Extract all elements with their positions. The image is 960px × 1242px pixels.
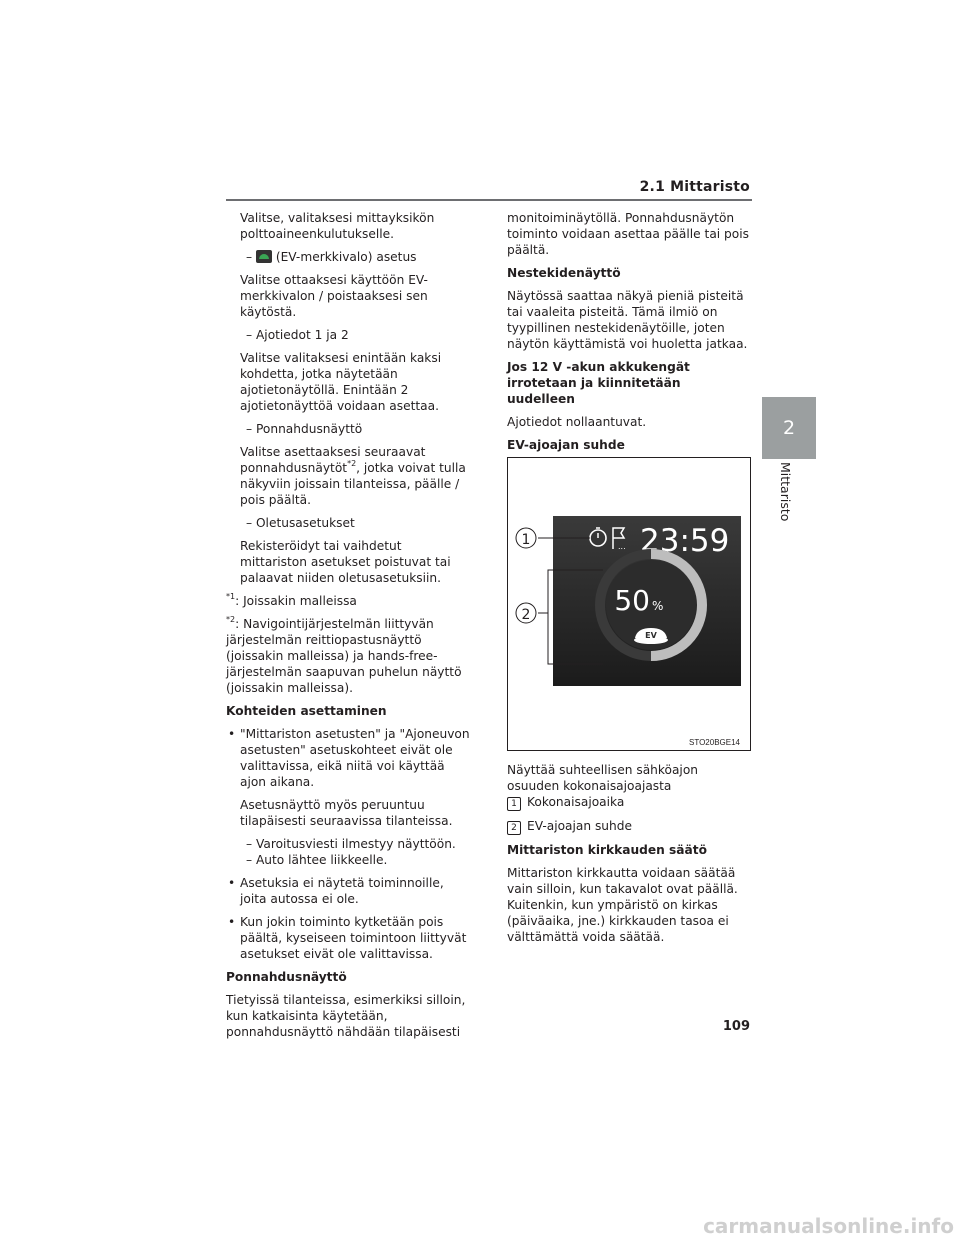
list-item: – Ponnahdusnäyttö [246, 422, 363, 436]
right-column [507, 210, 752, 460]
section-title: 2.1 Mittaristo [639, 179, 750, 195]
list-item: – Varoitusviesti ilmestyy näyttöön. [246, 837, 456, 851]
total-time-value: 23:59 [640, 523, 730, 559]
footnote: $^{*2}$: Navigointijärjestelmän liittyvän järjestelmän reittiopastusnäyttö (joissakin malleissa) ja hands-free-järjestelmän saapuvan puhelun näyttö (joissakin malleissa). [226, 615, 462, 695]
paragraph: Rekisteröidyt tai vaihdetut mittariston asetukset poistuvat tai palaavat niiden oletusasetuksiin. [240, 539, 451, 585]
right-column-lower [507, 762, 752, 952]
figure-code: STO20BGE14 [689, 738, 740, 747]
svg-text:1: 1 [521, 532, 531, 548]
heading: Mittariston kirkkauden säätö [507, 843, 707, 857]
heading: Jos 12 V -akun akkukengät irrotetaan ja kiinnitetään uudelleen [507, 360, 690, 406]
heading: Ponnahdusnäyttö [226, 970, 347, 984]
meter-illustration [508, 458, 750, 750]
bullet-item: • "Mittariston asetusten" ja "Ajoneuvon asetusten" asetuskohteet eivät ole valittavissa, eikä niitä voi käyttää ajon aikana. [226, 726, 470, 790]
chapter-tab: 2 [762, 397, 816, 459]
svg-text:2: 2 [521, 607, 531, 623]
list-item: – Oletusasetukset [246, 516, 355, 530]
ev-ratio-unit: % [652, 599, 664, 613]
heading: EV-ajoajan suhde [507, 438, 625, 452]
footnote: $^{*1}$: Joissakin malleissa [226, 592, 357, 608]
list-item: – Auto lähtee liikkeelle. [246, 853, 388, 867]
paragraph: Asetusnäyttö myös peruuntuu tilapäisesti seuraavissa tilanteissa. [240, 798, 453, 828]
paragraph: Näyttää suhteellisen sähköajon osuuden kokonaisajoajasta [507, 763, 699, 793]
list-item: – (EV-merkkivalo) asetus [246, 250, 417, 264]
legend-item-2: 2 EV-ajoajan suhde [507, 818, 752, 835]
page-number: 109 [722, 1019, 750, 1034]
paragraph: monitoiminäytöllä. Ponnahdusnäytön toiminto voidaan asettaa päälle tai pois päältä. [507, 211, 749, 257]
svg-text:EV: EV [645, 631, 657, 640]
heading: Nestekidenäyttö [507, 266, 621, 280]
paragraph: Mittariston kirkkautta voidaan säätää vain silloin, kun takavalot ovat päällä. Kuitenkin, kun ympäristö on kirkas (päiväaika, jne.) kirkkauden tasoa ei välttämättä voida säätää. [507, 866, 738, 944]
paragraph: Näytössä saattaa näkyä pieniä pisteitä tai vaaleita pisteitä. Tämä ilmiö on tyypillinen nestekidenäytöille, joten näytön käyttämistä voi huoletta jatkaa. [507, 289, 748, 351]
watermark: carmanualsonline.info [703, 1214, 954, 1238]
paragraph: Tietyissä tilanteissa, esimerkiksi silloin, kun katkaisinta käytetään, ponnahdusnäyttö nähdään tilapäisesti [226, 993, 466, 1039]
header-divider [226, 199, 752, 201]
paragraph: Valitse, valitaksesi mittayksikön polttoaineenkulutukselle. [240, 211, 435, 241]
left-column [226, 210, 470, 1047]
legend-item-1: 1 Kokonaisajoaika [507, 794, 752, 811]
bullet-item: • Asetuksia ei näytetä toiminnoille, joita autossa ei ole. [226, 875, 470, 907]
ev-indicator-icon [256, 250, 272, 263]
ev-ratio-figure [507, 457, 751, 751]
bullet-item: • Kun jokin toiminto kytketään pois päältä, kyseiseen toimintoon liittyvät asetukset eivät ole valittavissa. [226, 914, 470, 962]
chapter-label: Mittaristo [778, 462, 793, 522]
heading: Kohteiden asettaminen [226, 704, 387, 718]
paragraph: Ajotiedot nollaantuvat. [507, 415, 647, 429]
svg-text:...: ... [618, 542, 626, 551]
list-item: – Ajotiedot 1 ja 2 [246, 328, 349, 342]
paragraph: Valitse ottaaksesi käyttöön EV-merkkivalon / poistaaksesi sen käytöstä. [240, 273, 428, 319]
ev-ratio-value: 50 [614, 584, 650, 617]
paragraph: Valitse asettaaksesi seuraavat ponnahdusnäytöt$^{*2}$, jotka voivat tulla näkyviin joissain tilanteissa, päälle / pois päältä. [240, 445, 466, 507]
paragraph: Valitse valitaksesi enintään kaksi kohdetta, jotka näytetään ajotietonäytöllä. Enintään 2 ajotietonäyttöä voidaan asettaa. [240, 351, 442, 413]
